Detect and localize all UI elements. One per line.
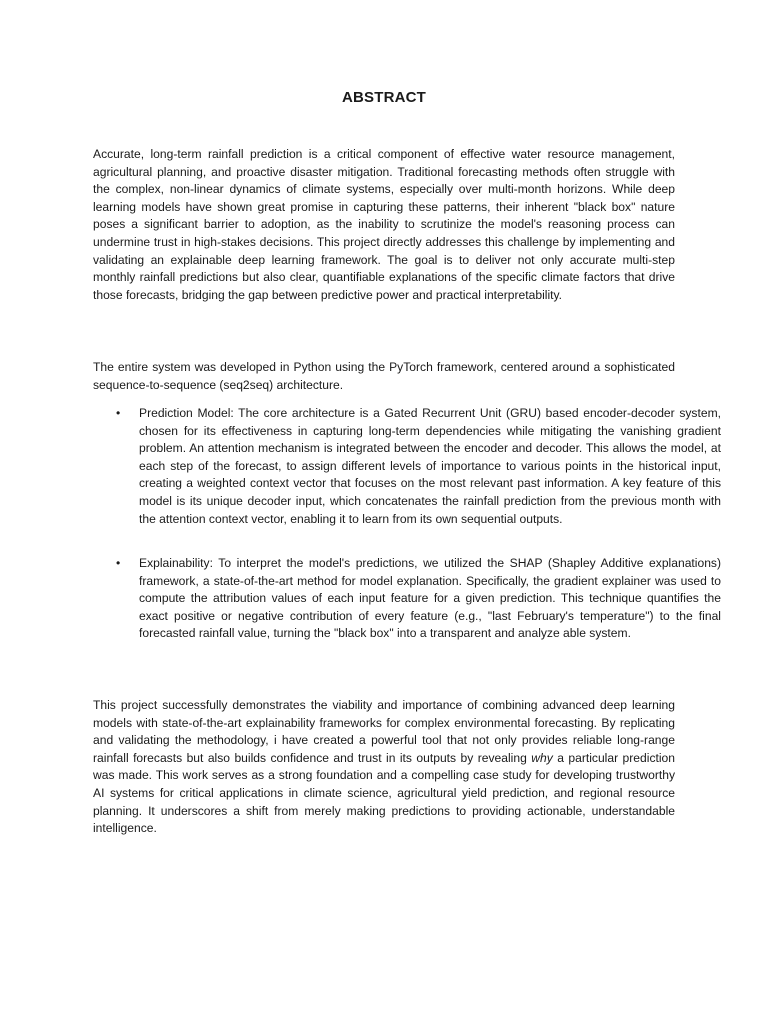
conclusion-paragraph (93, 697, 675, 838)
bullet-text: Explainability: To interpret the model's predictions, we utilized the SHAP (Shapley Additive explanations) framework, a state-of-the-art method for model explanation. Specifically, the gradient explainer was used to compute the attribution values of each input feature for a given prediction. This technique quantifies the exact positive or negative contribution of every feature (e.g., "last February's temperature") to the final forecasted rainfall value, turning the "black box" into a transparent and analyze able system. (139, 556, 721, 641)
list-item-explainability (93, 555, 721, 643)
bullet-marker: • (116, 406, 121, 420)
emphasis-why: why (531, 750, 553, 765)
page-title: ABSTRACT (341, 89, 427, 106)
conclusion-text-start: This project successfully demonstrates the viability and importance of combining advanced deep learning models with state-of-the-art explainability frameworks for complex environmental forecasting. By replicating and validating the methodology, i have created a powerful tool that not only provides reliable long-range rainfall forecasts but also builds confidence and trust in its outputs by revealing (93, 698, 675, 765)
intro-paragraph: Accurate, long-term rainfall prediction is a critical component of effective water resource management, agricultural planning, and proactive disaster mitigation. Traditional forecasting methods often struggle with the complex, non-linear dynamics of climate systems, especially over multi-month horizons. While deep learning models have shown great promise in capturing these patterns, their inherent "black box" nature poses a significant barrier to adoption, as the inability to scrutinize the model's reasoning process can undermine trust in high-stakes decisions. This project directly addresses this challenge by implementing and validating an explainable deep learning framework. The goal is to deliver not only accurate multi-step monthly rainfall predictions but also clear, quantifiable explanations of the specific climate factors that drive those forecasts, bridging the gap between predictive power and practical interpretability. (93, 147, 675, 302)
conclusion-text-end: a particular prediction was made. This work serves as a strong foundation and a compelling case study for developing trustworthy AI systems for critical applications in climate science, agricultural yield prediction, and regional resource planning. It underscores a shift from merely making predictions to providing actionable, understandable intelligence. (93, 750, 675, 836)
bullet-marker: • (116, 556, 121, 570)
system-paragraph: The entire system was developed in Python using the PyTorch framework, centered around a sophisticated sequence-to-sequence (seq2seq) architecture. (93, 360, 675, 392)
bullet-text: Prediction Model: The core architecture is a Gated Recurrent Unit (GRU) based encoder-decoder system, chosen for its effectiveness in capturing long-term dependencies while mitigating the vanishing gradient problem. An attention mechanism is integrated between the encoder and decoder. This allows the model, at each step of the forecast, to assign different levels of importance to various points in the historical input, creating a weighted context vector that focuses on the most relevant past information. A key feature of this model is its unique decoder input, which concatenates the rainfall prediction from the previous month with the attention context vector, enabling it to learn from its own sequential outputs. (139, 406, 721, 526)
list-item-prediction-model (93, 405, 721, 528)
